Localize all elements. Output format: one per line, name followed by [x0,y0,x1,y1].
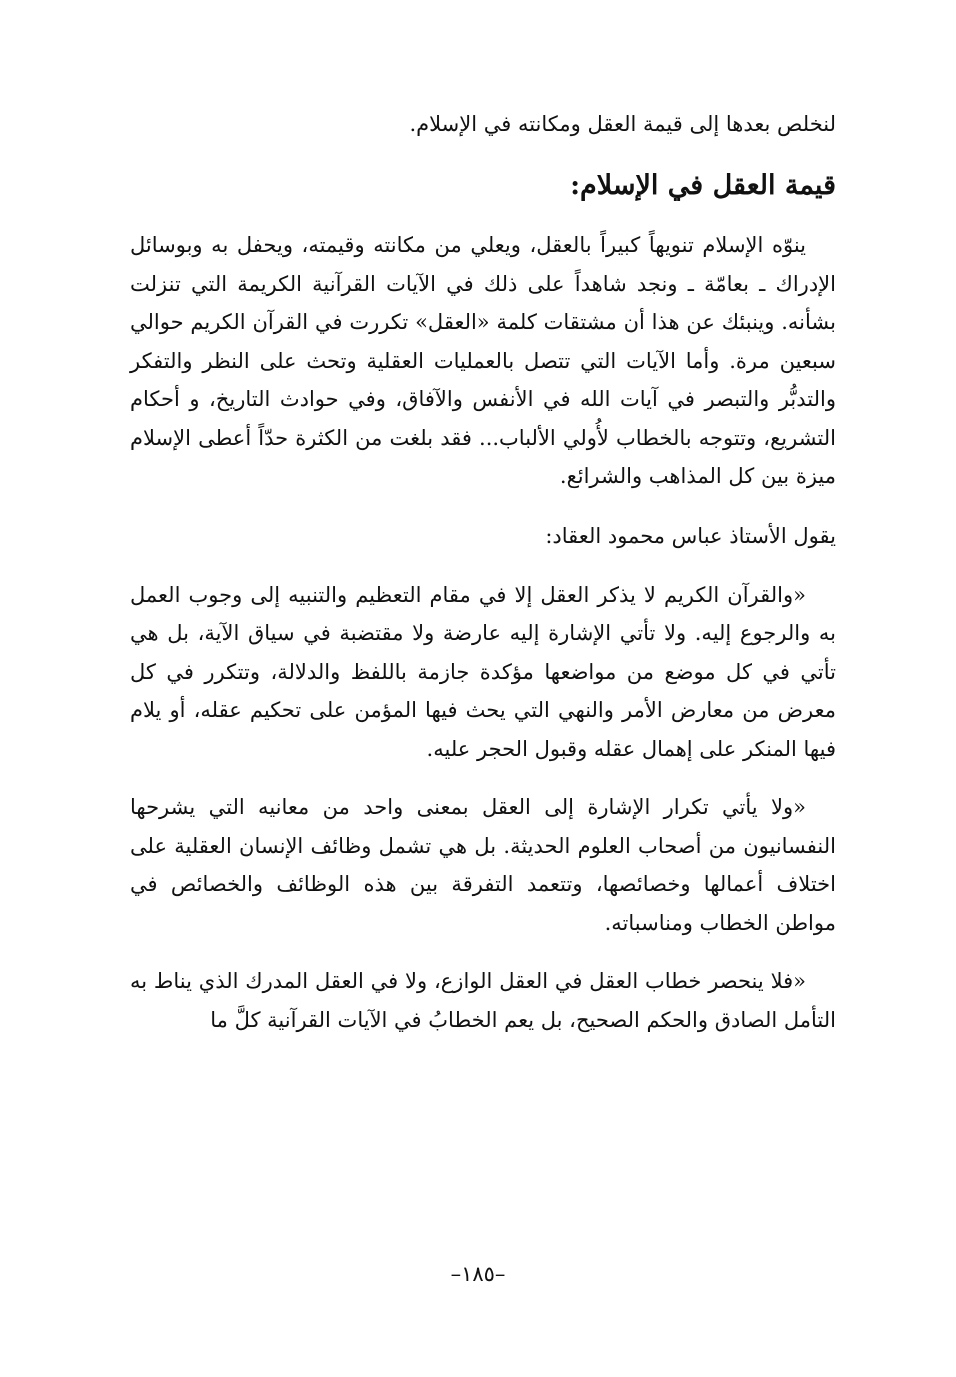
page-body [130,104,836,1059]
section-heading: قيمة العقل في الإسلام: [570,170,836,201]
quote-paragraph-3: «فلا ينحصر خطاب العقل في العقل الوازع، ولا في العقل المدرك الذي يناط به التأمل الصادق والحكم الصحيح، بل يعم الخطابُ في الآيات القرآنية كلَّ ما [130,969,836,1032]
quote-paragraph-2: «ولا يأتي تكرار الإشارة إلى العقل بمعنى واحد من معانيه التي يشرحها النفسانيون من أصحاب العلوم الحديثة. بل هي تشمل وظائف الإنسان العقلية على اختلاف أعمالها وخصائصها، وتتعمد التفرقة بين هذه الوظائف والخصائص في مواطن الخطاب ومناسباته. [130,795,836,935]
quote-intro: يقول الأستاذ عباس محمود العقاد: [545,523,836,548]
page-number: –١٨٥– [450,1262,506,1286]
quote-paragraph-1: «والقرآن الكريم لا يذكر العقل إلا في مقام التعظيم والتنبيه إلى وجوب العمل به والرجوع إليه. ولا تأتي الإشارة إليه عارضة ولا مقتضبة في سياق الآية، بل هي تأتي في كل موضع من مواضعها مؤكدة جازمة باللفظ والدلالة، وتتكرر في كل معرض من معارض الأمر والنهي التي يحث فيها المؤمن على تحكيم عقله، أو يلام فيها المنكر على إهمال عقله وقبول الحجر عليه. [130,582,836,761]
paragraph-1: ينوّه الإسلام تنويهاً كبيراً بالعقل، ويعلي من مكانته وقيمته، ويحفل به وبوسائل الإدراك ـ بعامّة ـ ونجد شاهداً على ذلك في الآيات القرآنية الكريمة التي تنزلت بشأنه. وينبئك عن هذا أن مشتقات كلمة «العقل» تكررت في القرآن الكريم حوالي سبعين مرة. وأما الآيات التي تتصل بالعمليات العقلية وتحث على النظر والتفكر والتدبُّر والتبصر في آيات الله في الأنفس والآفاق، وفي حوادث التاريخ، و أحكام التشريع، وتتوجه بالخطاب لأُولي الألباب... فقد بلغت من الكثرة حدّاً أعطى الإسلام ميزة بين كل المذاهب والشرائع. [130,233,836,488]
intro-line: لنخلص بعدها إلى قيمة العقل ومكانته في الإسلام. [409,112,836,136]
